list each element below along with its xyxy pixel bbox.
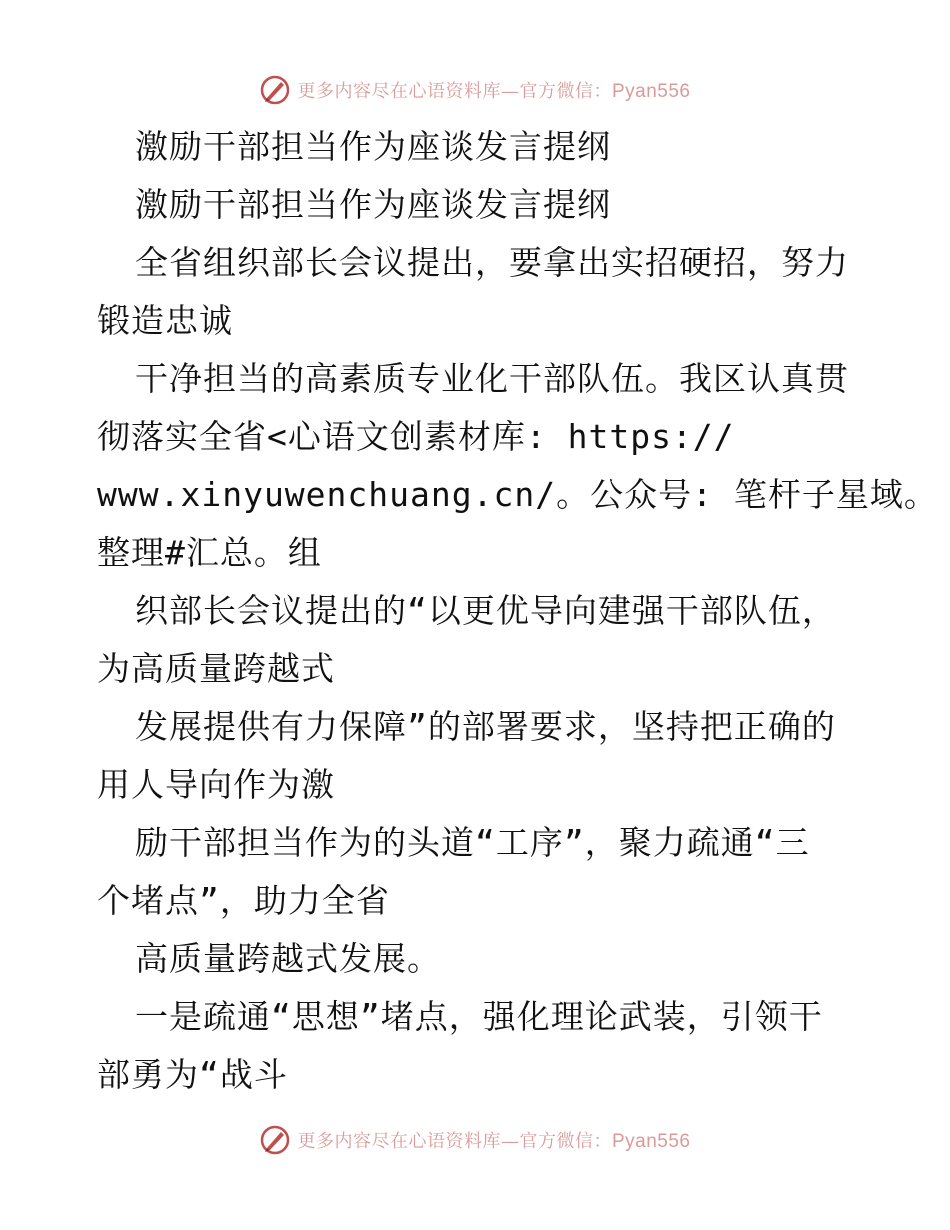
text-line: 织部长会议提出的“以更优导向建强干部队伍， (135, 591, 836, 630)
text-line: 用人导向作为激 (97, 765, 335, 804)
text-line: 锻造忠诚 (97, 301, 233, 340)
text-line: 全省组织部长会议提出，要拿出实招硬招，努力 (135, 243, 849, 282)
text-line: 激励干部担当作为座谈发言提纲 (135, 127, 611, 166)
watermark-text: 更多内容尽在心语资料库—官方微信：Pyan556 (297, 81, 691, 102)
text-line: 发展提供有力保障”的部署要求，坚持把正确的 (135, 707, 836, 746)
text-line: 部勇为“战斗 (97, 1055, 288, 1094)
header-watermark (0, 70, 950, 110)
text-line: 整理#汇总。组 (97, 533, 322, 572)
watermark-text: 更多内容尽在心语资料库—官方微信：Pyan556 (297, 1131, 691, 1152)
text-line: 彻落实全省<心语文创素材库: https:// (97, 417, 735, 456)
text-line: 励干部担当作为的头道“工序”，聚力疏通“三 (135, 823, 810, 862)
text-line: 干净担当的高素质专业化干部队伍。我区认真贯 (135, 359, 849, 398)
text-line: 一是疏通“思想”堵点，强化理论武装，引领干 (135, 997, 823, 1036)
quill-logo-icon (259, 74, 291, 106)
footer-watermark (0, 1120, 950, 1160)
text-line: 激励干部担当作为座谈发言提纲 (135, 185, 611, 224)
text-line: www.xinyuwenchuang.cn/。公众号: 笔杆子星域。 (97, 475, 938, 514)
text-line: 为高质量跨越式 (97, 649, 335, 688)
document-body (97, 118, 938, 1104)
text-line: 高质量跨越式发展。 (135, 939, 441, 978)
quill-logo-icon (259, 1124, 291, 1156)
text-line: 个堵点”，助力全省 (97, 881, 390, 920)
